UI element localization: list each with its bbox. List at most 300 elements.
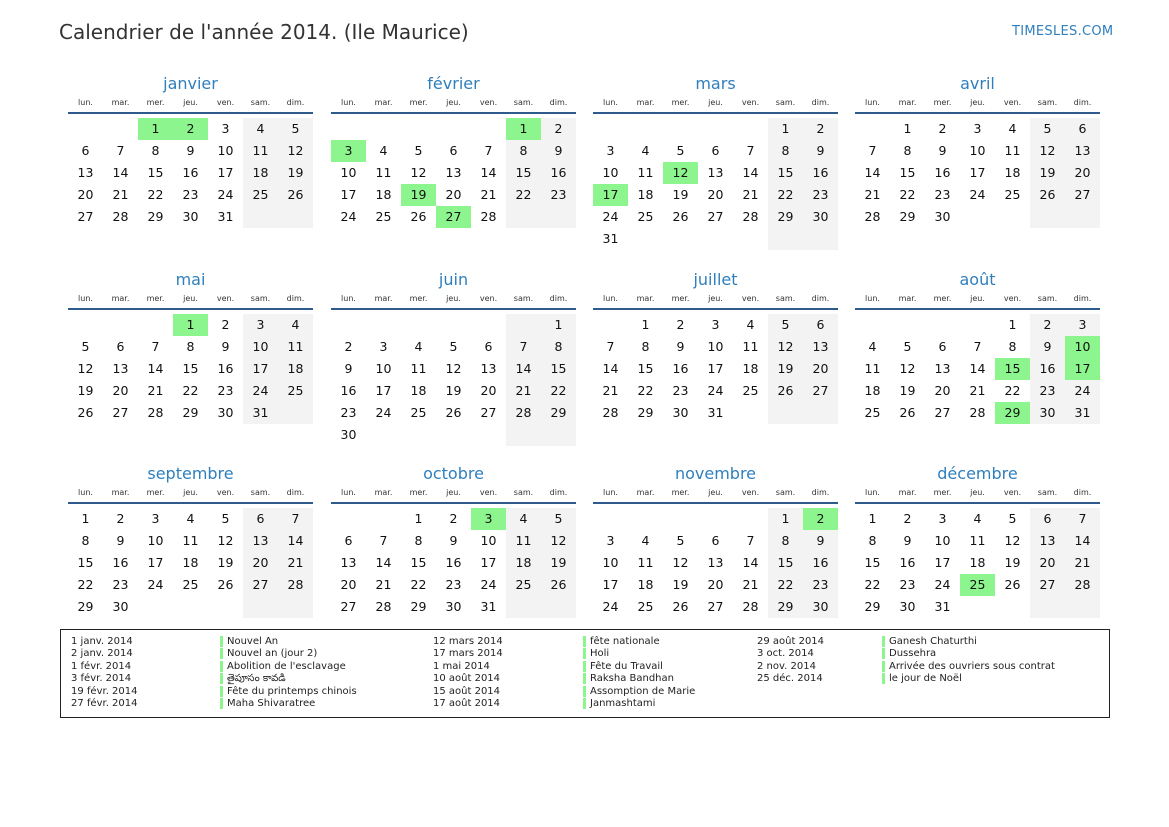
day-cell: 13 [1074,143,1091,158]
day-cell: 19 [672,187,689,202]
day-cell: 30 [899,599,916,614]
day-cell: 17 [147,555,164,570]
weekday-label: mar. [111,294,130,303]
weekday-label: sam. [513,294,534,303]
weekday-label: ven. [216,488,235,497]
day-cell: 11 [1004,143,1021,158]
weekday-label: dim. [1073,98,1092,107]
day-cell: 20 [934,383,951,398]
weekday-label: dim. [286,294,305,303]
day-cell: 23 [445,577,462,592]
day-cell: 31 [602,231,619,246]
legend-holiday-name: Janmashtami [583,698,655,709]
day-cell: 6 [938,339,947,354]
holiday-day-cell: 17 [593,184,628,206]
day-cell: 19 [445,383,462,398]
day-cell: 18 [515,555,532,570]
day-cell: 29 [147,209,164,224]
day-cell: 6 [711,143,720,158]
day-cell: 15 [77,555,94,570]
day-cell: 24 [147,577,164,592]
day-cell: 19 [1039,165,1056,180]
day-cell: 12 [77,361,94,376]
month-divider [855,502,1100,504]
weekday-label: dim. [286,488,305,497]
day-cell: 25 [252,187,269,202]
day-cell: 12 [1039,143,1056,158]
day-cell: 26 [1039,187,1056,202]
day-cell: 4 [256,121,265,136]
day-cell: 28 [112,209,129,224]
day-cell: 24 [707,383,724,398]
day-cell: 6 [711,533,720,548]
day-cell: 9 [221,339,230,354]
day-cell: 10 [147,533,164,548]
month-name: avril [960,74,995,93]
month-name: août [959,270,996,289]
day-cell: 29 [777,209,794,224]
day-cell: 20 [480,383,497,398]
day-cell: 9 [116,533,125,548]
day-cell: 14 [742,165,759,180]
day-cell: 10 [375,361,392,376]
day-cell: 8 [781,143,790,158]
day-cell: 5 [1043,121,1052,136]
weekday-label: lun. [865,98,880,107]
weekday-label: dim. [549,294,568,303]
day-cell: 24 [375,405,392,420]
day-cell: 4 [414,339,423,354]
day-cell: 8 [868,533,877,548]
brand-link[interactable]: TIMESLES.COM [1012,24,1114,39]
day-cell: 5 [449,339,458,354]
weekday-label: sam. [250,98,271,107]
day-cell: 19 [1004,555,1021,570]
day-cell: 3 [1078,317,1087,332]
holiday-day-cell: 2 [803,508,838,530]
page-title: Calendrier de l'année 2014. (Ile Maurice) [59,20,469,44]
legend-date: 12 mars 2014 [433,636,503,647]
day-cell: 21 [969,383,986,398]
weekday-label: mer. [146,98,165,107]
day-cell: 20 [445,187,462,202]
weekday-label: mer. [933,98,952,107]
day-cell: 17 [480,555,497,570]
day-cell: 16 [550,165,567,180]
day-cell: 22 [550,383,567,398]
day-cell: 16 [217,361,234,376]
day-cell: 12 [672,555,689,570]
day-cell: 29 [410,599,427,614]
day-cell: 14 [1074,533,1091,548]
day-cell: 12 [410,165,427,180]
weekday-label: ven. [479,294,498,303]
weekday-label: mar. [636,488,655,497]
day-cell: 27 [340,599,357,614]
day-cell: 5 [676,533,685,548]
day-cell: 15 [182,361,199,376]
weekday-label: lun. [341,294,356,303]
legend-date: 1 mai 2014 [433,660,490,672]
weekday-label: jeu. [708,98,723,107]
day-cell: 21 [742,577,759,592]
day-cell: 24 [252,383,269,398]
weekday-label: sam. [1037,488,1058,497]
day-cell: 17 [934,555,951,570]
day-cell: 7 [606,339,615,354]
day-cell: 29 [182,405,199,420]
day-cell: 11 [410,361,427,376]
month-divider [331,308,576,310]
legend-holiday-name: Ganesh Chaturthi [882,636,977,647]
weekday-label: dim. [811,294,830,303]
day-cell: 21 [375,577,392,592]
day-cell: 15 [147,165,164,180]
day-cell: 3 [379,339,388,354]
legend-date: 27 févr. 2014 [71,698,138,709]
holiday-day-cell: 1 [506,118,541,140]
weekday-label: jeu. [183,98,198,107]
day-cell: 26 [672,599,689,614]
day-cell: 31 [1074,405,1091,420]
day-cell: 7 [746,143,755,158]
weekday-label: dim. [811,98,830,107]
weekday-label: jeu. [708,294,723,303]
day-cell: 7 [746,533,755,548]
day-cell: 13 [1039,533,1056,548]
day-cell: 15 [899,165,916,180]
day-cell: 6 [816,317,825,332]
day-cell: 21 [480,187,497,202]
day-cell: 25 [637,209,654,224]
day-cell: 28 [969,405,986,420]
day-cell: 24 [969,187,986,202]
day-cell: 1 [554,317,563,332]
day-cell: 14 [515,361,532,376]
weekday-label: dim. [1073,294,1092,303]
day-cell: 10 [707,339,724,354]
weekday-label: ven. [216,98,235,107]
day-cell: 1 [81,511,90,526]
legend-date: 17 mars 2014 [433,648,503,660]
weekday-label: lun. [78,98,93,107]
day-cell: 24 [340,209,357,224]
day-cell: 1 [1008,317,1017,332]
day-cell: 27 [1074,187,1091,202]
day-cell: 11 [182,533,199,548]
weekday-label: ven. [741,98,760,107]
weekday-label: ven. [741,294,760,303]
weekday-label: dim. [549,488,568,497]
weekday-label: ven. [1003,98,1022,107]
day-cell: 19 [777,361,794,376]
day-cell: 15 [410,555,427,570]
day-cell: 8 [81,533,90,548]
day-cell: 13 [112,361,129,376]
day-cell: 25 [864,405,881,420]
month-divider [331,502,576,504]
day-cell: 28 [742,599,759,614]
day-cell: 12 [550,533,567,548]
day-cell: 24 [217,187,234,202]
day-cell: 9 [676,339,685,354]
day-cell: 20 [1039,555,1056,570]
day-cell: 11 [637,555,654,570]
legend-holiday-name: Nouvel An [220,636,278,647]
day-cell: 18 [637,577,654,592]
day-cell: 28 [147,405,164,420]
day-cell: 24 [1074,383,1091,398]
day-cell: 25 [742,383,759,398]
day-cell: 4 [291,317,300,332]
day-cell: 31 [480,599,497,614]
day-cell: 29 [899,209,916,224]
day-cell: 18 [182,555,199,570]
month-divider [331,112,576,114]
day-cell: 23 [1039,383,1056,398]
day-cell: 26 [550,577,567,592]
weekday-label: mar. [636,294,655,303]
month-name: mai [175,270,206,289]
legend-holiday-name: le jour de Noël [882,673,962,684]
day-cell: 10 [480,533,497,548]
day-cell: 13 [340,555,357,570]
day-cell: 7 [116,143,125,158]
day-cell: 9 [816,143,825,158]
legend-date: 29 août 2014 [757,636,825,647]
weekday-label: jeu. [446,488,461,497]
day-cell: 27 [480,405,497,420]
day-cell: 5 [903,339,912,354]
day-cell: 29 [777,599,794,614]
day-cell: 3 [711,317,720,332]
day-cell: 30 [182,209,199,224]
weekday-label: lun. [78,294,93,303]
day-cell: 24 [602,599,619,614]
day-cell: 3 [606,533,615,548]
day-cell: 7 [519,339,528,354]
day-cell: 30 [812,599,829,614]
day-cell: 12 [217,533,234,548]
day-cell: 25 [515,577,532,592]
weekday-label: mar. [898,294,917,303]
day-cell: 14 [287,533,304,548]
day-cell: 7 [291,511,300,526]
day-cell: 7 [1078,511,1087,526]
weekday-label: ven. [1003,488,1022,497]
day-cell: 15 [864,555,881,570]
day-cell: 3 [606,143,615,158]
holiday-day-cell: 29 [995,402,1030,424]
day-cell: 27 [812,383,829,398]
month-divider [68,308,313,310]
day-cell: 23 [182,187,199,202]
day-cell: 7 [973,339,982,354]
legend-holiday-name: Nouvel an (jour 2) [220,648,317,659]
legend-date: 2 nov. 2014 [757,660,816,672]
day-cell: 16 [934,165,951,180]
weekday-label: ven. [216,294,235,303]
day-cell: 22 [777,577,794,592]
day-cell: 18 [742,361,759,376]
legend-date: 17 août 2014 [433,698,501,709]
day-cell: 6 [116,339,125,354]
legend-holiday-name: Holi [583,648,609,659]
day-cell: 12 [287,143,304,158]
day-cell: 14 [147,361,164,376]
month-name: décembre [937,464,1018,483]
month-name: juillet [693,270,738,289]
day-cell: 26 [1004,577,1021,592]
weekday-label: sam. [513,488,534,497]
day-cell: 6 [81,143,90,158]
holiday-day-cell: 27 [436,206,471,228]
weekday-label: mer. [146,488,165,497]
day-cell: 7 [379,533,388,548]
day-cell: 7 [151,339,160,354]
day-cell: 2 [938,121,947,136]
day-cell: 27 [252,577,269,592]
day-cell: 13 [707,165,724,180]
day-cell: 22 [777,187,794,202]
day-cell: 8 [414,533,423,548]
day-cell: 2 [903,511,912,526]
day-cell: 14 [742,555,759,570]
day-cell: 27 [77,209,94,224]
day-cell: 28 [602,405,619,420]
day-cell: 13 [480,361,497,376]
day-cell: 28 [864,209,881,224]
day-cell: 26 [217,577,234,592]
day-cell: 11 [375,165,392,180]
day-cell: 20 [707,187,724,202]
month-name: février [427,74,480,93]
holiday-day-cell: 3 [471,508,506,530]
day-cell: 26 [287,187,304,202]
day-cell: 25 [637,599,654,614]
day-cell: 8 [1008,339,1017,354]
day-cell: 16 [672,361,689,376]
weekday-label: mar. [111,488,130,497]
day-cell: 23 [340,405,357,420]
day-cell: 19 [77,383,94,398]
weekday-label: mar. [898,488,917,497]
weekday-label: lun. [603,294,618,303]
weekday-label: ven. [1003,294,1022,303]
day-cell: 10 [969,143,986,158]
day-cell: 17 [252,361,269,376]
day-cell: 17 [969,165,986,180]
day-cell: 2 [676,317,685,332]
day-cell: 27 [707,209,724,224]
day-cell: 4 [641,143,650,158]
day-cell: 20 [707,577,724,592]
weekday-label: sam. [1037,294,1058,303]
day-cell: 14 [480,165,497,180]
day-cell: 9 [554,143,563,158]
legend-holiday-name: Fête du Travail [583,661,663,672]
month-divider [593,112,838,114]
weekday-label: mer. [146,294,165,303]
day-cell: 28 [375,599,392,614]
day-cell: 15 [637,361,654,376]
day-cell: 22 [410,577,427,592]
day-cell: 10 [217,143,234,158]
day-cell: 18 [410,383,427,398]
day-cell: 28 [287,577,304,592]
weekday-label: mer. [409,98,428,107]
day-cell: 19 [287,165,304,180]
day-cell: 15 [550,361,567,376]
month-divider [855,308,1100,310]
day-cell: 10 [252,339,269,354]
weekday-label: lun. [78,488,93,497]
day-cell: 6 [449,143,458,158]
day-cell: 2 [449,511,458,526]
day-cell: 13 [252,533,269,548]
day-cell: 5 [414,143,423,158]
day-cell: 10 [602,165,619,180]
day-cell: 17 [217,165,234,180]
weekday-label: jeu. [970,294,985,303]
weekday-label: jeu. [708,488,723,497]
day-cell: 9 [449,533,458,548]
holiday-day-cell: 2 [173,118,208,140]
day-cell: 22 [77,577,94,592]
legend-date: 10 août 2014 [433,673,501,685]
day-cell: 19 [550,555,567,570]
day-cell: 17 [340,187,357,202]
day-cell: 18 [1004,165,1021,180]
holiday-day-cell: 15 [995,358,1030,380]
day-cell: 20 [1074,165,1091,180]
day-cell: 31 [217,209,234,224]
day-cell: 6 [1043,511,1052,526]
month-name: janvier [163,74,218,93]
day-cell: 31 [252,405,269,420]
day-cell: 27 [934,405,951,420]
day-cell: 23 [112,577,129,592]
day-cell: 23 [550,187,567,202]
holiday-day-cell: 1 [138,118,173,140]
month-name: octobre [423,464,484,483]
day-cell: 3 [256,317,265,332]
holiday-day-cell: 12 [663,162,698,184]
day-cell: 30 [217,405,234,420]
day-cell: 8 [151,143,160,158]
day-cell: 5 [221,511,230,526]
day-cell: 5 [291,121,300,136]
month-divider [855,112,1100,114]
day-cell: 24 [934,577,951,592]
day-cell: 2 [221,317,230,332]
day-cell: 30 [445,599,462,614]
weekday-label: jeu. [970,98,985,107]
day-cell: 2 [116,511,125,526]
day-cell: 30 [340,427,357,442]
weekday-label: ven. [479,98,498,107]
holiday-day-cell: 17 [1065,358,1100,380]
legend-holiday-name: Abolition de l'esclavage [220,661,346,672]
day-cell: 4 [868,339,877,354]
day-cell: 18 [375,187,392,202]
day-cell: 16 [182,165,199,180]
legend-holiday-name: Assomption de Marie [583,686,695,697]
day-cell: 8 [903,143,912,158]
legend-holiday-name: Raksha Bandhan [583,673,674,684]
weekday-label: lun. [865,294,880,303]
weekday-label: sam. [775,488,796,497]
